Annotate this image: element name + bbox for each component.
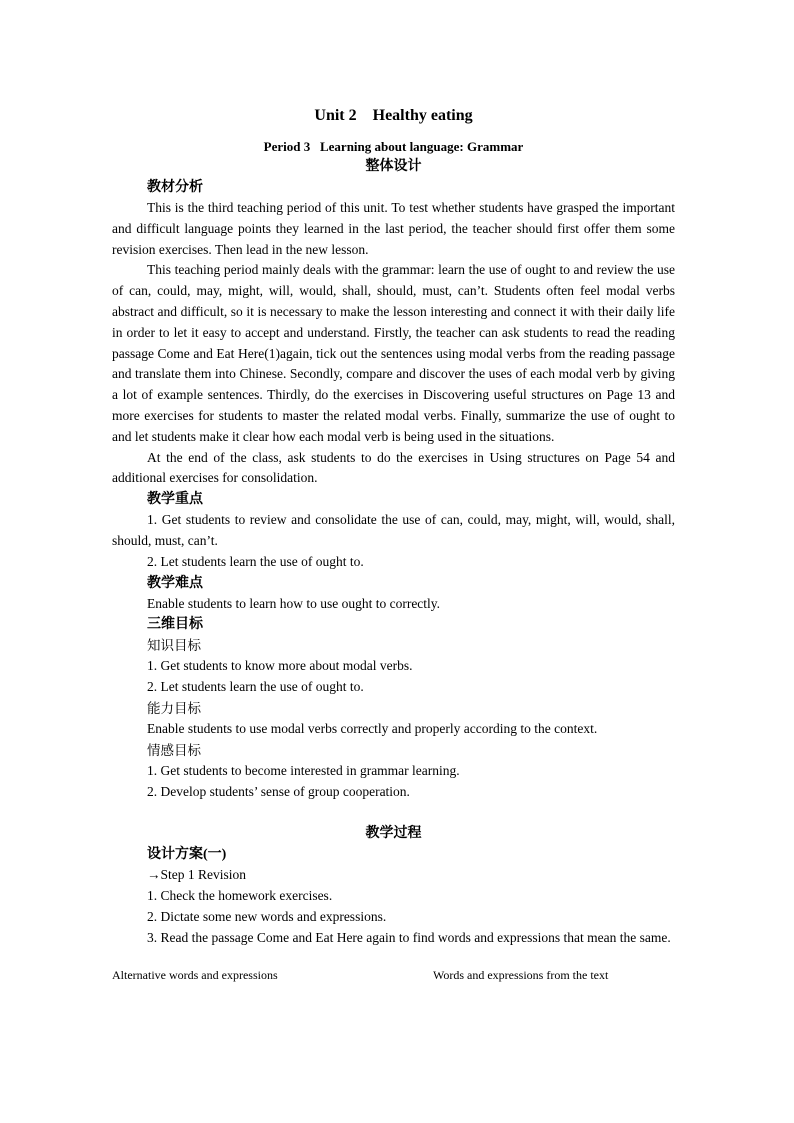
revision-item-2: 2. Dictate some new words and expressions. — [147, 908, 387, 924]
step-1-heading: →Step 1 Revision — [147, 867, 247, 883]
ability-target-item-1: Enable students to use modal verbs correctly and properly according to the context. — [147, 720, 598, 736]
material-analysis-para-1: This is the third teaching period of this unit. To test whether students have grasped the important and difficult language points they learned in the last period, the teacher should first offer them some revision exercises. Then lead in the new lesson. — [112, 200, 675, 257]
period-heading: Period 3 Learning about language: Grammar — [263, 139, 524, 154]
section-heading-key-points: 教学重点 — [147, 492, 203, 508]
table-header-words-from-text: Words and expressions from the text — [433, 967, 609, 982]
revision-item-3: 3. Read the passage Come and Eat Here again to find words and expressions that mean the same. — [147, 929, 671, 945]
revision-item-1: 1. Check the homework exercises. — [147, 888, 333, 904]
section-heading-material-analysis: 教材分析 — [147, 180, 203, 195]
key-point-item-2: 2. Let students learn the use of ought to. — [147, 553, 364, 569]
design-plan-heading: 设计方案(一) — [147, 847, 227, 863]
table-header-alternative-words: Alternative words and expressions — [112, 967, 278, 982]
material-analysis-para-2: This teaching period mainly deals with the grammar: learn the use of ought to and review the use of can, could, may, might, will, would, shall, should, must, can’t. Students often feel modal verbs abstract and difficult, so it is necessary to make the lesson interesting and connect it with their daily life in order to let it easy to accept and understand. Firstly, the teacher can ask students to read the reading passage Come and Eat Here(1)again, tick out the sentences using modal verbs from the reading passage and translate them into Chinese. Secondly, compare and discover the uses of each modal verb by giving a lot of example sentences. Thirdly, do the exercises in Discovering useful structures on Page 13 and more exercises for students to master the related modal verbs. Finally, summarize the use of ought to and let students make it clear how each modal verb is being used in the situations. — [112, 262, 675, 444]
subheading-knowledge-targets: 知识目标 — [147, 638, 201, 654]
comparison-table-header-row — [112, 967, 675, 983]
key-point-item-1: 1. Get students to review and consolidate the use of can, could, may, might, will, would, shall, should, must, can’t. — [112, 512, 675, 548]
emotional-target-item-1: 1. Get students to become interested in grammar learning. — [147, 762, 460, 778]
subheading-emotional-targets: 情感目标 — [147, 742, 201, 758]
emotional-target-item-2: 2. Develop students’ sense of group cooperation. — [147, 783, 410, 799]
teaching-process-heading: 教学过程 — [365, 826, 422, 842]
section-heading-difficult-points: 教学难点 — [147, 575, 203, 591]
page-title: Unit 2 Healthy eating — [314, 107, 473, 124]
difficult-point-item-1: Enable students to learn how to use ought to correctly. — [147, 595, 441, 611]
subheading-ability-targets: 能力目标 — [147, 700, 201, 716]
material-analysis-para-3: At the end of the class, ask students to do the exercises in Using structures on Page 54 and additional exercises for consolidation. — [112, 449, 675, 486]
knowledge-target-item-2: 2. Let students learn the use of ought to. — [147, 679, 364, 695]
section-heading-three-dimensional-targets: 三维目标 — [147, 617, 203, 633]
knowledge-target-item-1: 1. Get students to know more about modal verbs. — [147, 658, 413, 674]
overall-design-heading: 整体设计 — [365, 159, 422, 174]
